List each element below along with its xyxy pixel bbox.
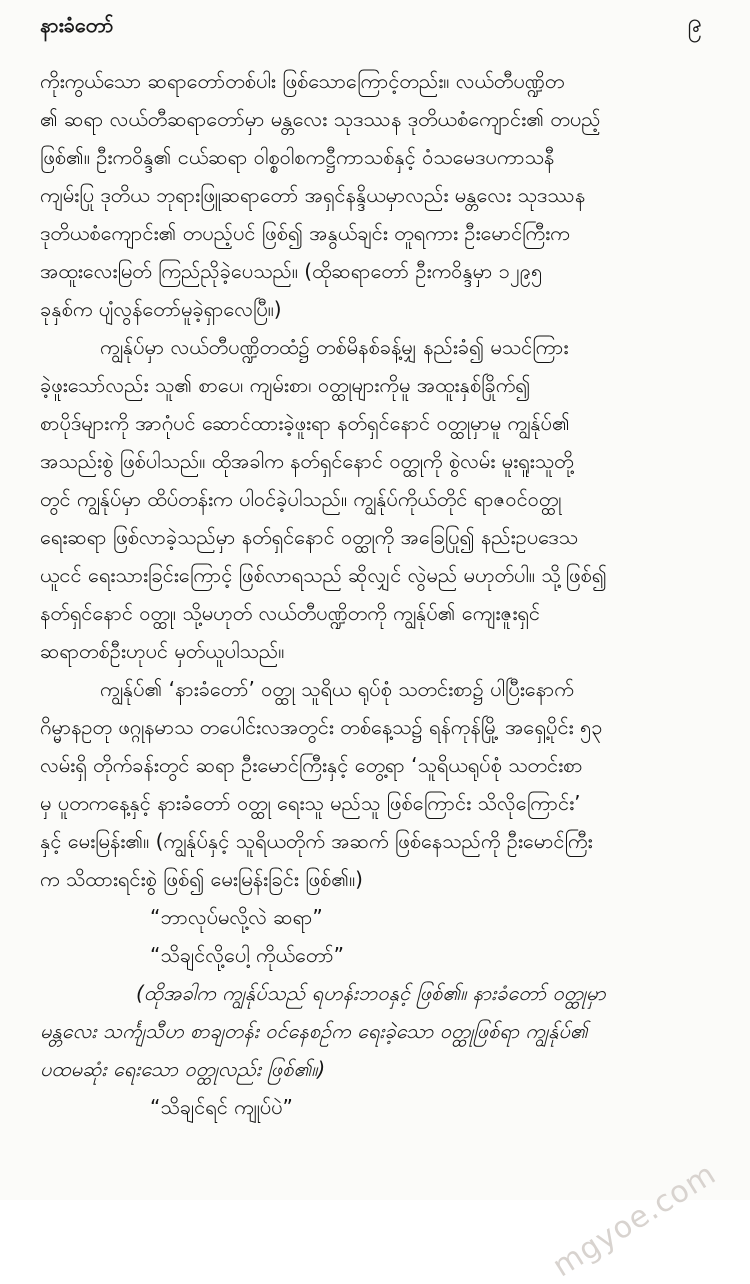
text-line: အထူးလေးမြတ် ကြည်ညိုခဲ့ပေသည်။ (ထိုဆရာတော် ဦးကဝိန္ဒမှာ ၁၂၉၅ [40,259,543,283]
text-line: မန္တလေး သင်္ကျသီဟ စာချတန်း ဝင်နေစဉ်က ရေးခဲ့သော ဝတ္ထုဖြစ်ရာ ကျွန်ုပ်၏ [40,1019,588,1043]
page-number: ၉ [687,8,702,38]
text-line: မှ ပူတကနေ့နှင့် နားခံတော် ဝတ္ထု ရေးသူ မည်သူ ဖြစ်ကြောင်း သိလိုကြောင်း’ [40,791,581,815]
dialogue-line: “သိချင်လို့ပေါ့ ကိုယ်တော်” [150,943,344,967]
text-line: အသည်းစွဲ ဖြစ်ပါသည်။ ထိုအခါက နတ်ရှင်နောင် ဝတ္ထုကို စွဲလမ်း မူးရူးသူတို့ [40,449,574,473]
text-line: ဆရာတစ်ဦးဟုပင် မှတ်ယူပါသည်။ [40,639,285,663]
text-line: ခုနှစ်က ပျံလွန်တော်မူခဲ့ရှာလေပြီ။) [40,297,282,321]
text-line: ပထမဆုံး ရေးသော ဝတ္ထုလည်း ဖြစ်၏။) [40,1057,326,1081]
text-line: စာပိုဒ်များကို အာဂုံပင် ဆောင်ထားခဲ့ဖူးရာ နတ်ရှင်နောင် ဝတ္ထုမှာမူ ကျွန်ုပ်၏ [40,411,570,435]
text-line: ကျွန်ုပ်၏ ‘နားခံတော်’ ဝတ္ထု သူရိယ ရုပ်စုံ သတင်းစာ၌ ပါပြီးနောက် [100,677,574,701]
text-line: က သိထားရင်းစွဲ ဖြစ်၍ မေးမြန်းခြင်း ဖြစ်၏။) [40,867,363,891]
text-line: ခဲ့ဖူးသော်လည်း သူ၏ စာပေ၊ ကျမ်းစာ၊ ဝတ္ထုများကိုမူ အထူးနှစ်ခြိုက်၍ [40,373,531,397]
text-line: ကိုးကွယ်သော ဆရာတော်တစ်ပါး ဖြစ်သောကြောင့်တည်း။ လယ်တီပဏ္ဍိတ [40,69,565,93]
text-line: နတ်ရှင်နောင် ဝတ္ထု၊ သို့မဟုတ် လယ်တီပဏ္ဍိတကို ကျွန်ုပ်၏ ကျေးဇူးရှင် [40,601,541,625]
text-line: ရေးဆရာ ဖြစ်လာခဲ့သည်မှာ နတ်ရှင်နောင် ဝတ္ထုကို အခြေပြု၍ နည်းဥပဒေသ [40,525,578,549]
running-header: နား‌ခံ‌တော် [40,13,114,37]
text-line: ဒုတိယစံကျောင်း၏ တပည့်ပင် ဖြစ်၍ အနွယ်ချင်း တူရကား ဦးမောင်ကြီးက [40,221,570,245]
text-line: ၏ ဆရာ လယ်တီဆရာတော်မှာ မန္တလေး သုဒဿန ဒုတိယစံကျောင်း၏ တပည့် [40,107,601,131]
text-line: ကျွန်ုပ်မှာ လယ်တီပဏ္ဍိတထံ၌ တစ်မိနစ်ခန့်မျှ နည်းခံ၍ မသင်ကြား [100,335,569,359]
text-line: ကျမ်းပြု ဒုတိယ ဘုရားဖြူဆရာတော် အရှင်နန္ဒိယမှာလည်း မန္တလေး သုဒဿန [40,183,586,207]
text-line: နှင့် မေးမြန်း၏။ (ကျွန်ုပ်နှင့် သူရိယတိုက် အဆက် ဖြစ်နေသည်ကို ဦးမောင်ကြီး [40,829,593,853]
text-line: (ထိုအခါက ကျွန်ုပ်သည် ရဟန်းဘဝနှင့် ဖြစ်၏။ နားခံတော် ဝတ္ထုမှာ [136,981,606,1005]
text-line: ဂိမ္မာနဥတု ဖဂ္ဂုနမာသ တပေါင်းလအတွင်း တစ်နေ့သ၌ ရန်ကုန်မြို့ အရှေ့ပိုင်း ၅၃ [40,715,603,739]
body-text [40,62,716,1126]
dialogue-line: “ဘာလုပ်မလို့လဲ ဆရာ” [150,905,323,929]
text-line: လမ်းရှိ တိုက်ခန်းတွင် ဆရာ ဦးမောင်ကြီးနှင့် တွေ့ရာ ‘သူရိယရုပ်စုံ သတင်းစာ [40,753,583,777]
watermark: mgyoe.com [546,1156,722,1284]
text-line: ဖြစ်၏။ ဦးကဝိန္ဒ၏ ငယ်ဆရာ ဝါစ္စဝါစကဋ္ဌီကာသစ်နှင့် ဝံသမေဒပကာသနီ [40,145,555,169]
dialogue-line: “သိချင်ရင် ကျုပ်ပဲ” [150,1095,293,1119]
text-line: ယူငင် ရေးသားခြင်းကြောင့် ဖြစ်လာရသည် ဆိုလျှင် လွဲမည် မဟုတ်ပါ။ သို့ဖြစ်၍ [40,563,607,587]
text-line: တွင် ကျွန်ုပ်မှာ ထိပ်တန်းက ပါဝင်ခဲ့ပါသည်။ ကျွန်ုပ်ကိုယ်တိုင် ရာဇဝင်ဝတ္ထု [40,487,562,511]
